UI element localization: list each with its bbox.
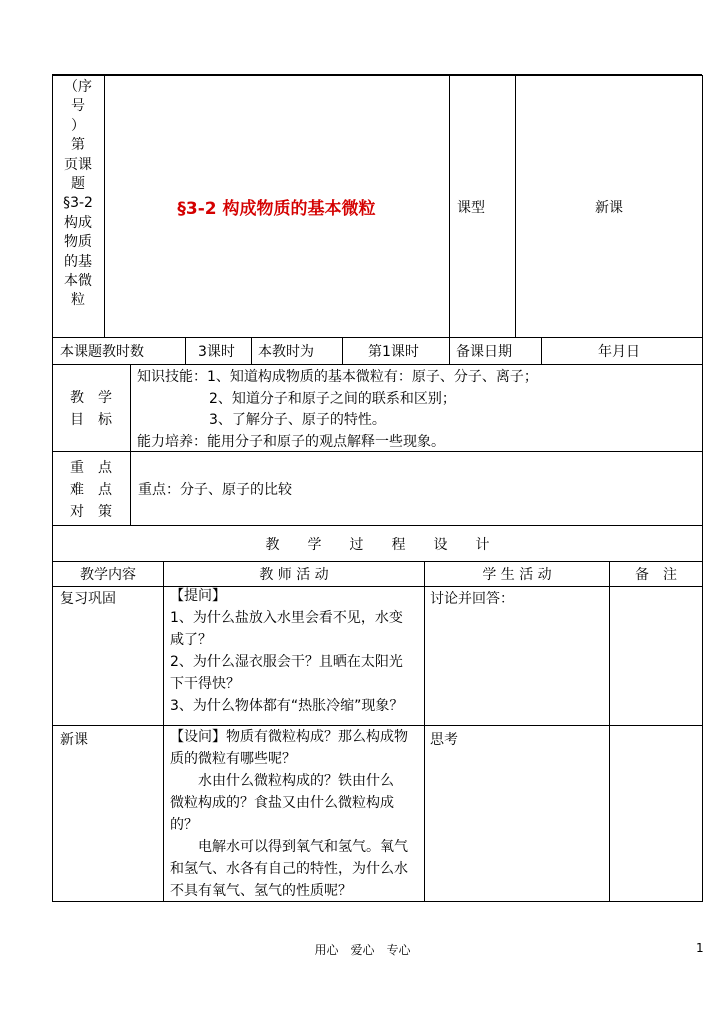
column-divider: [52, 725, 164, 901]
column-header-student: 学 生 活 动: [482, 567, 552, 583]
header-left-line: 粒: [71, 292, 85, 309]
keypoints-text: 重点：分子、原子的比较: [138, 482, 292, 498]
teacher-line: 下干得快？: [170, 676, 240, 692]
footer-text: 用心 爱心 专心: [314, 943, 411, 957]
header-left-line: 第: [71, 137, 85, 154]
teacher-line: 不具有氧气、氢气的性质呢？: [170, 883, 352, 899]
total-hours-value: 3课时: [198, 344, 235, 360]
page-number: 1: [696, 941, 704, 955]
header-left-line: 的基: [64, 253, 92, 270]
teacher-line: 【设问】物质有微粒构成？那么构成物: [170, 729, 408, 745]
row-teacher: [170, 585, 403, 717]
teacher-line: 电解水可以得到氧气和氢气。氧气: [170, 839, 408, 855]
header-left-line: ）: [71, 117, 85, 134]
keypoints-label-line1: 重 点: [70, 460, 112, 476]
row-content: 复习巩固: [60, 591, 116, 607]
objectives-label-line2: 目 标: [70, 412, 112, 428]
objective-line: 知识技能：1、知道构成物质的基本微粒有：原子、分子、离子；: [137, 369, 538, 385]
course-type-value: 新课: [595, 200, 623, 216]
teacher-line: 3、为什么物体都有“热胀冷缩”现象？: [170, 698, 404, 714]
row-student: 讨论并回答：: [430, 591, 514, 607]
keypoints-label-line2: 难 点: [70, 482, 112, 498]
column-header-notes: 备 注: [635, 567, 677, 583]
objective-line: 3、了解分子、原子的特性。: [209, 412, 386, 428]
header-left-line: 页课: [64, 156, 92, 173]
header-left-line: 本微: [64, 273, 92, 290]
header-left-line: 构成: [64, 214, 92, 231]
objective-line: 能力培养：能用分子和原子的观点解释一些现象。: [137, 434, 445, 450]
current-lesson-value: 第1课时: [368, 344, 419, 360]
header-left-line: 题: [71, 176, 85, 193]
teacher-line: 【提问】: [170, 588, 226, 604]
header-left-line: §3-2: [63, 195, 93, 212]
objectives-label-cell: [52, 364, 131, 451]
course-type-label: 课型: [457, 200, 485, 216]
teacher-line: 微粒构成的？食盐又由什么微粒构成: [170, 795, 394, 811]
teacher-line: 水由什么微粒构成的？铁由什么: [170, 773, 394, 789]
objective-line: 2、知道分子和原子之间的联系和区别；: [209, 391, 456, 407]
header-left-line: 物质: [64, 234, 92, 251]
current-lesson-label: 本教时为: [258, 344, 314, 360]
teacher-line: 2、为什么湿衣服会干？且晒在太阳光: [170, 654, 403, 670]
teacher-line: 的？: [170, 817, 198, 833]
prep-date-value: 年月日: [598, 344, 640, 360]
row-content: 新课: [60, 732, 88, 748]
column-header-content: 教学内容: [80, 567, 136, 583]
header-left-line: （序: [64, 79, 92, 95]
row-teacher: [170, 726, 408, 902]
row-student: 思考: [430, 732, 458, 748]
column-header-teacher: 教 师 活 动: [259, 567, 329, 583]
keypoints-label-line3: 对 策: [70, 504, 112, 520]
teacher-line: 咸了？: [170, 632, 212, 648]
teacher-line: 质的微粒有哪些呢？: [170, 751, 296, 767]
process-title: 教 学 过 程 设 计: [265, 537, 490, 553]
column-divider: [424, 725, 610, 901]
objectives-label-line1: 教 学: [70, 390, 112, 406]
total-hours-label: 本课题教时数: [60, 344, 144, 360]
page-title: §3-2 构成物质的基本微粒: [177, 198, 376, 219]
header-left-text: [52, 75, 104, 337]
prep-date-label: 备课日期: [456, 344, 512, 360]
header-left-line: 号: [71, 98, 85, 115]
teacher-line: 1、为什么盐放入水里会看不见，水变: [170, 610, 403, 626]
teacher-line: 和氢气、水各有自己的特性，为什么水: [170, 861, 408, 877]
